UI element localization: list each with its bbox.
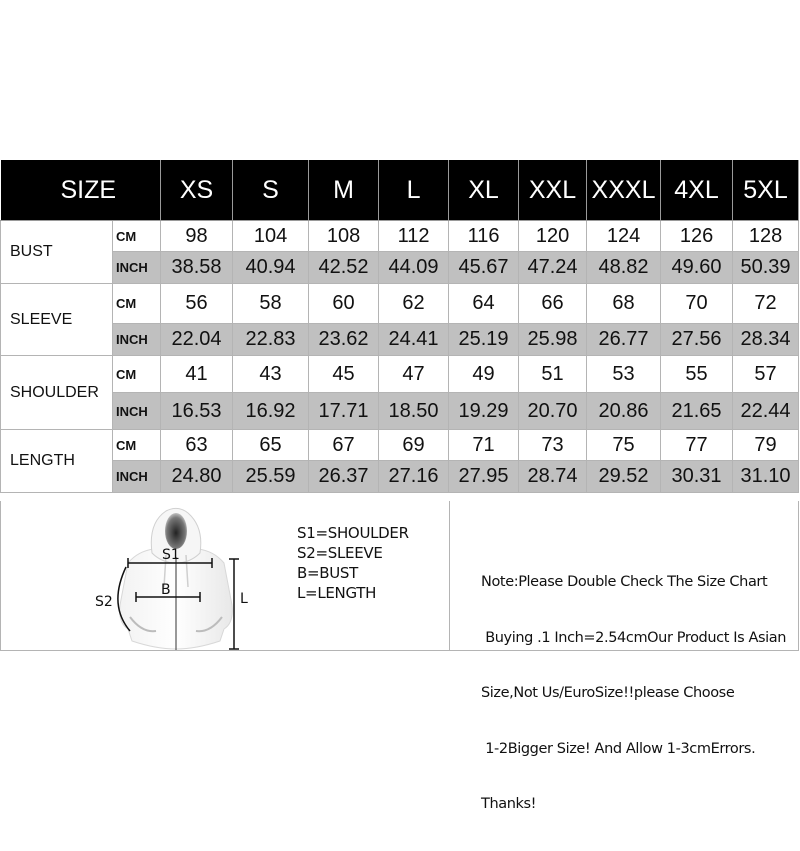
note-line: Size,Not Us/EuroSize!!please Choose	[481, 685, 735, 701]
table-cell: 57	[733, 356, 799, 393]
size-m: M	[309, 160, 379, 221]
table-cell: 27.16	[379, 461, 449, 493]
table-cell: 20.86	[587, 393, 661, 430]
table-cell: 75	[587, 430, 661, 461]
table-cell: 25.19	[449, 324, 519, 356]
table-cell: 19.29	[449, 393, 519, 430]
note-line: Thanks!	[481, 796, 537, 812]
table-cell: 25.98	[519, 324, 587, 356]
table-cell: 27.95	[449, 461, 519, 493]
size-xxxl: XXXL	[587, 160, 661, 221]
table-cell: 124	[587, 221, 661, 252]
table-cell: 49	[449, 356, 519, 393]
sleeve-cm-row	[1, 284, 799, 324]
table-cell: 112	[379, 221, 449, 252]
table-cell: 29.52	[587, 461, 661, 493]
table-cell: 40.94	[233, 252, 309, 284]
table-cell: 22.44	[733, 393, 799, 430]
table-cell: 45	[309, 356, 379, 393]
table-cell: 64	[449, 284, 519, 324]
table-cell: 77	[661, 430, 733, 461]
bust-cm-row	[1, 221, 799, 252]
size-s: S	[233, 160, 309, 221]
table-cell: 20.70	[519, 393, 587, 430]
l-label: L	[240, 591, 248, 607]
unit-cm: CM	[113, 430, 161, 461]
table-cell: 51	[519, 356, 587, 393]
table-cell: 17.71	[309, 393, 379, 430]
table-cell: 30.31	[661, 461, 733, 493]
size-header-text: SIZE	[60, 175, 117, 204]
b-label: B	[161, 582, 171, 598]
table-cell: 72	[733, 284, 799, 324]
size-5xl: 5XL	[733, 160, 799, 221]
table-cell: 24.41	[379, 324, 449, 356]
measure-label-sleeve: SLEEVE	[1, 284, 113, 356]
table-cell: 38.58	[161, 252, 233, 284]
table-cell: 27.56	[661, 324, 733, 356]
size-note	[481, 536, 786, 851]
table-cell: 26.77	[587, 324, 661, 356]
size-l: L	[379, 160, 449, 221]
table-cell: 47.24	[519, 252, 587, 284]
legend-item-bust: B=BUST	[297, 564, 359, 582]
unit-inch: INCH	[113, 393, 161, 430]
length-cm-row	[1, 430, 799, 461]
table-cell: 65	[233, 430, 309, 461]
table-cell: 22.83	[233, 324, 309, 356]
table-cell: 63	[161, 430, 233, 461]
table-cell: 31.10	[733, 461, 799, 493]
size-chart-table	[0, 160, 799, 493]
table-cell: 79	[733, 430, 799, 461]
table-cell: 108	[309, 221, 379, 252]
table-cell: 48.82	[587, 252, 661, 284]
table-cell: 44.09	[379, 252, 449, 284]
measure-label-shoulder: SHOULDER	[1, 356, 113, 430]
table-cell: 26.37	[309, 461, 379, 493]
size-header-label	[1, 160, 161, 221]
table-cell: 67	[309, 430, 379, 461]
note-line: Buying .1 Inch=2.54cmOur Product Is Asian	[481, 629, 787, 646]
diagram-legend	[297, 523, 409, 603]
measurement-diagram-panel	[1, 501, 450, 650]
note-line: Note:Please Double Check The Size Chart	[481, 574, 768, 590]
table-cell: 24.80	[161, 461, 233, 493]
note-line: 1-2Bigger Size! And Allow 1-3cmErrors.	[481, 740, 756, 757]
table-cell: 50.39	[733, 252, 799, 284]
table-cell: 23.62	[309, 324, 379, 356]
s2-label: S2	[95, 594, 113, 610]
table-cell: 98	[161, 221, 233, 252]
table-cell: 45.67	[449, 252, 519, 284]
bottom-info-box	[0, 501, 799, 812]
size-xl: XL	[449, 160, 519, 221]
table-cell: 68	[587, 284, 661, 324]
table-cell: 58	[233, 284, 309, 324]
shoulder-inch-row	[1, 393, 799, 430]
table-cell: 69	[379, 430, 449, 461]
measure-label-bust: BUST	[1, 221, 113, 284]
legend-item-sleeve: S2=SLEEVE	[297, 544, 383, 562]
bust-inch-row	[1, 252, 799, 284]
unit-cm: CM	[113, 221, 161, 252]
unit-cm: CM	[113, 284, 161, 324]
note-panel	[450, 501, 798, 812]
table-cell: 43	[233, 356, 309, 393]
hoodie-diagram-icon	[86, 505, 266, 651]
table-cell: 116	[449, 221, 519, 252]
sleeve-inch-row	[1, 324, 799, 356]
table-cell: 71	[449, 430, 519, 461]
length-inch-row	[1, 461, 799, 493]
legend-item-shoulder: S1=SHOULDER	[297, 524, 409, 542]
table-cell: 18.50	[379, 393, 449, 430]
table-cell: 16.92	[233, 393, 309, 430]
table-cell: 16.53	[161, 393, 233, 430]
unit-inch: INCH	[113, 252, 161, 284]
table-cell: 126	[661, 221, 733, 252]
measure-label-length: LENGTH	[1, 430, 113, 493]
unit-inch: INCH	[113, 461, 161, 493]
table-cell: 62	[379, 284, 449, 324]
size-header-row	[1, 160, 799, 221]
table-cell: 56	[161, 284, 233, 324]
table-cell: 22.04	[161, 324, 233, 356]
table-cell: 21.65	[661, 393, 733, 430]
table-cell: 41	[161, 356, 233, 393]
table-cell: 28.34	[733, 324, 799, 356]
table-cell: 104	[233, 221, 309, 252]
table-cell: 120	[519, 221, 587, 252]
table-cell: 49.60	[661, 252, 733, 284]
table-cell: 128	[733, 221, 799, 252]
size-xxl: XXL	[519, 160, 587, 221]
table-cell: 73	[519, 430, 587, 461]
table-cell: 47	[379, 356, 449, 393]
table-cell: 55	[661, 356, 733, 393]
s1-label: S1	[162, 547, 180, 563]
table-cell: 66	[519, 284, 587, 324]
table-cell: 42.52	[309, 252, 379, 284]
size-xs: XS	[161, 160, 233, 221]
table-cell: 28.74	[519, 461, 587, 493]
table-cell: 53	[587, 356, 661, 393]
table-cell: 25.59	[233, 461, 309, 493]
table-cell: 60	[309, 284, 379, 324]
table-cell: 70	[661, 284, 733, 324]
unit-cm: CM	[113, 356, 161, 393]
size-4xl: 4XL	[661, 160, 733, 221]
unit-inch: INCH	[113, 324, 161, 356]
legend-item-length: L=LENGTH	[297, 584, 377, 602]
shoulder-cm-row	[1, 356, 799, 393]
